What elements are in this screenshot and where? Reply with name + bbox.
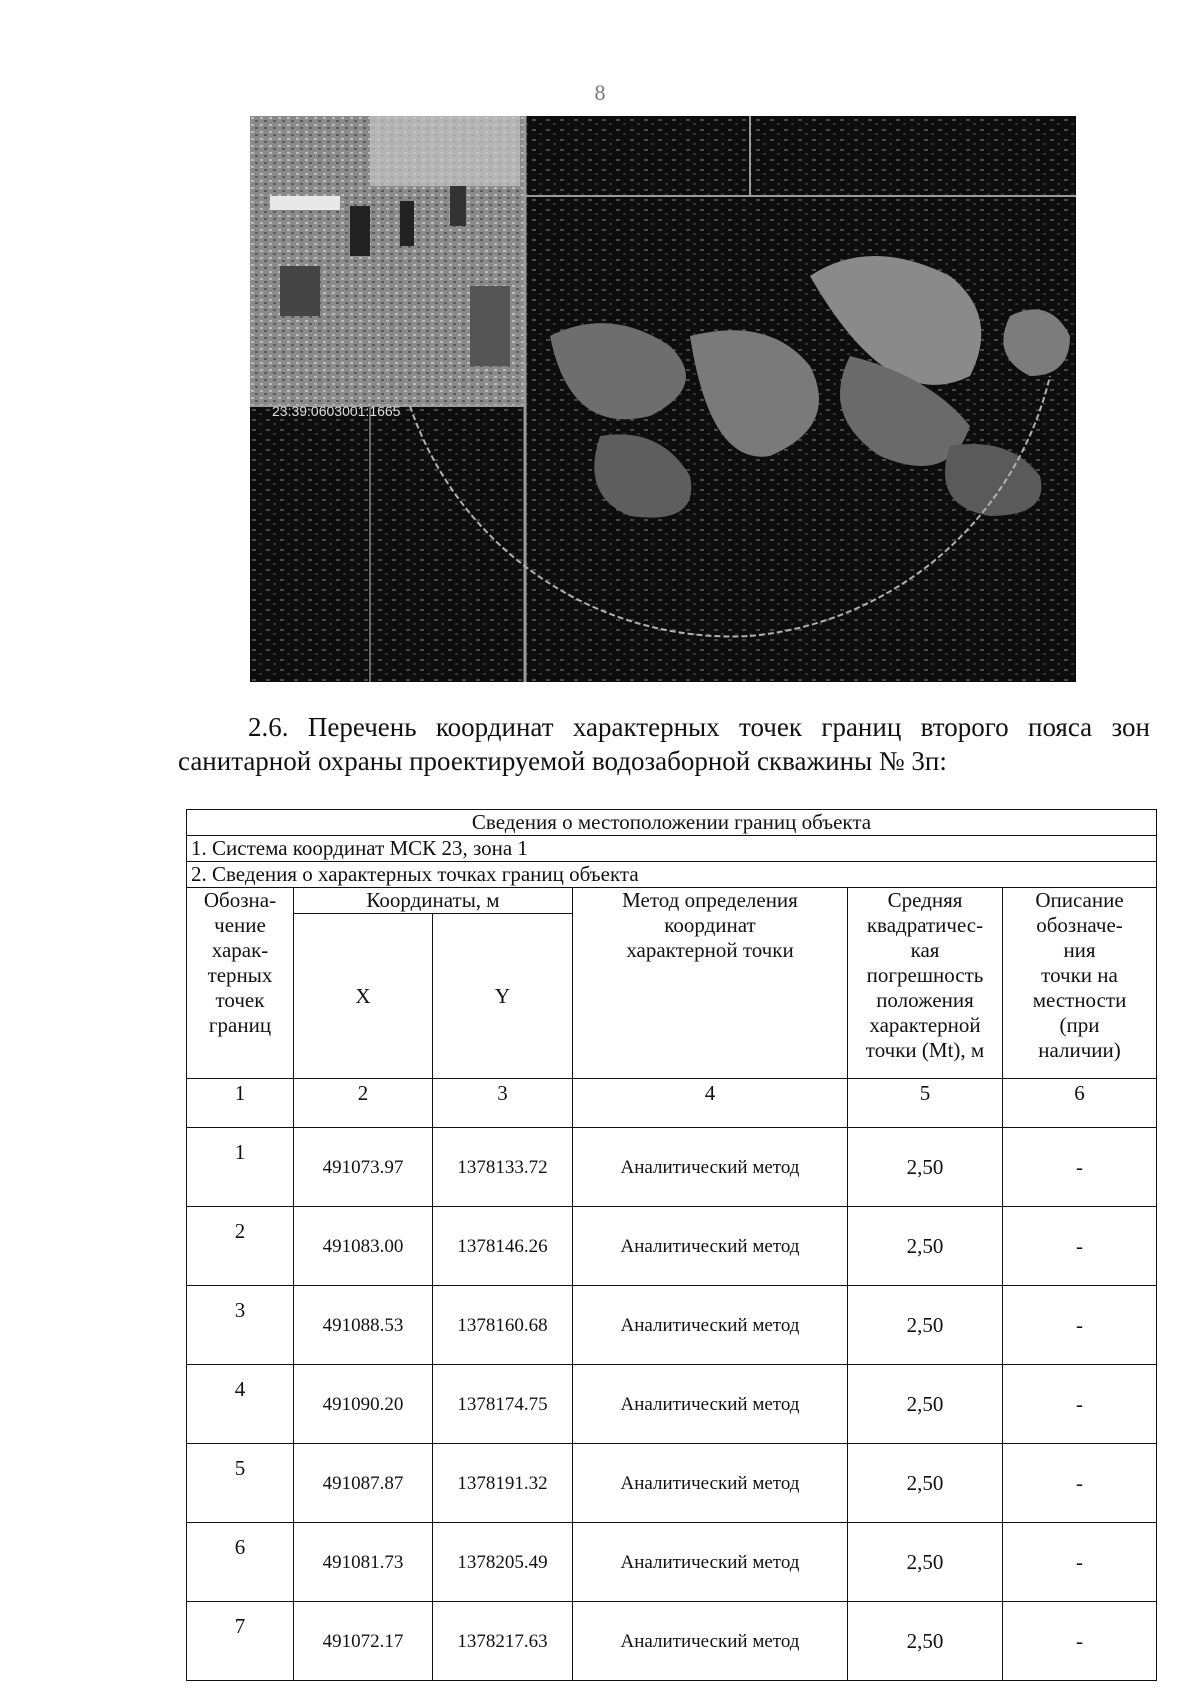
table-row (187, 1128, 1157, 1207)
method-value: Аналитический метод (573, 1286, 848, 1365)
x-value: 491088.53 (294, 1286, 433, 1365)
aerial-map-graphic (250, 116, 1076, 682)
point-number: 6 (187, 1523, 294, 1602)
table-row (187, 1286, 1157, 1365)
header-coordinates: Координаты, м (294, 888, 573, 914)
column-number: 4 (573, 1079, 848, 1128)
table-row (187, 1365, 1157, 1444)
mt-value: 2,50 (848, 1128, 1003, 1207)
mt-value: 2,50 (848, 1523, 1003, 1602)
method-value: Аналитический метод (573, 1365, 848, 1444)
x-value: 491081.73 (294, 1523, 433, 1602)
column-number: 5 (848, 1079, 1003, 1128)
description-value: - (1003, 1365, 1157, 1444)
header-x: X (294, 914, 433, 1079)
description-value: - (1003, 1444, 1157, 1523)
point-number: 5 (187, 1444, 294, 1523)
table-title: Сведения о местоположении границ объекта (187, 810, 1157, 836)
caption-line-1: 2.6. Перечень координат характерных точек границ второго пояса зон (248, 712, 1150, 742)
point-number: 7 (187, 1602, 294, 1681)
aerial-map-image (250, 116, 1076, 682)
point-number: 2 (187, 1207, 294, 1286)
mt-value: 2,50 (848, 1602, 1003, 1681)
y-value: 1378146.26 (433, 1207, 573, 1286)
method-value: Аналитический метод (573, 1444, 848, 1523)
column-number: 2 (294, 1079, 433, 1128)
x-value: 491073.97 (294, 1128, 433, 1207)
y-value: 1378133.72 (433, 1128, 573, 1207)
mt-value: 2,50 (848, 1207, 1003, 1286)
method-value: Аналитический метод (573, 1523, 848, 1602)
point-number: 3 (187, 1286, 294, 1365)
header-description: Описание обозначе- ния точки на местности (при наличии) (1003, 888, 1157, 1079)
caption-line-2: санитарной охраны проектируемой водозаборной скважины № 3п: (178, 746, 947, 776)
point-number: 4 (187, 1365, 294, 1444)
table-row (187, 1207, 1157, 1286)
mt-value: 2,50 (848, 1286, 1003, 1365)
column-number: 1 (187, 1079, 294, 1128)
description-value: - (1003, 1523, 1157, 1602)
header-method: Метод определения координат характерной точки (573, 888, 848, 1079)
header-mt: Средняя квадратичес- кая погрешность положения характерной точки (Mt), м (848, 888, 1003, 1079)
description-value: - (1003, 1207, 1157, 1286)
section-caption (178, 710, 1150, 778)
map-parcel-label: 23:39:0603001:1665 (272, 403, 401, 419)
table-row (187, 1602, 1157, 1681)
coordinate-system: 1. Система координат МСК 23, зона 1 (187, 836, 1157, 862)
table-row (187, 1523, 1157, 1602)
header-y: Y (433, 914, 573, 1079)
table-row (187, 1444, 1157, 1523)
x-value: 491083.00 (294, 1207, 433, 1286)
y-value: 1378174.75 (433, 1365, 573, 1444)
x-value: 491072.17 (294, 1602, 433, 1681)
table-subtitle: 2. Сведения о характерных точках границ объекта (187, 862, 1157, 888)
column-number: 3 (433, 1079, 573, 1128)
page-number: 8 (594, 80, 606, 105)
description-value: - (1003, 1128, 1157, 1207)
mt-value: 2,50 (848, 1365, 1003, 1444)
y-value: 1378160.68 (433, 1286, 573, 1365)
header-designation: Обозна- чение харак- терных точек границ (187, 888, 294, 1079)
column-number: 6 (1003, 1079, 1157, 1128)
point-number: 1 (187, 1128, 294, 1207)
coordinates-table (186, 809, 1157, 1681)
x-value: 491087.87 (294, 1444, 433, 1523)
description-value: - (1003, 1286, 1157, 1365)
method-value: Аналитический метод (573, 1207, 848, 1286)
method-value: Аналитический метод (573, 1602, 848, 1681)
y-value: 1378205.49 (433, 1523, 573, 1602)
description-value: - (1003, 1602, 1157, 1681)
y-value: 1378217.63 (433, 1602, 573, 1681)
x-value: 491090.20 (294, 1365, 433, 1444)
y-value: 1378191.32 (433, 1444, 573, 1523)
method-value: Аналитический метод (573, 1128, 848, 1207)
mt-value: 2,50 (848, 1444, 1003, 1523)
